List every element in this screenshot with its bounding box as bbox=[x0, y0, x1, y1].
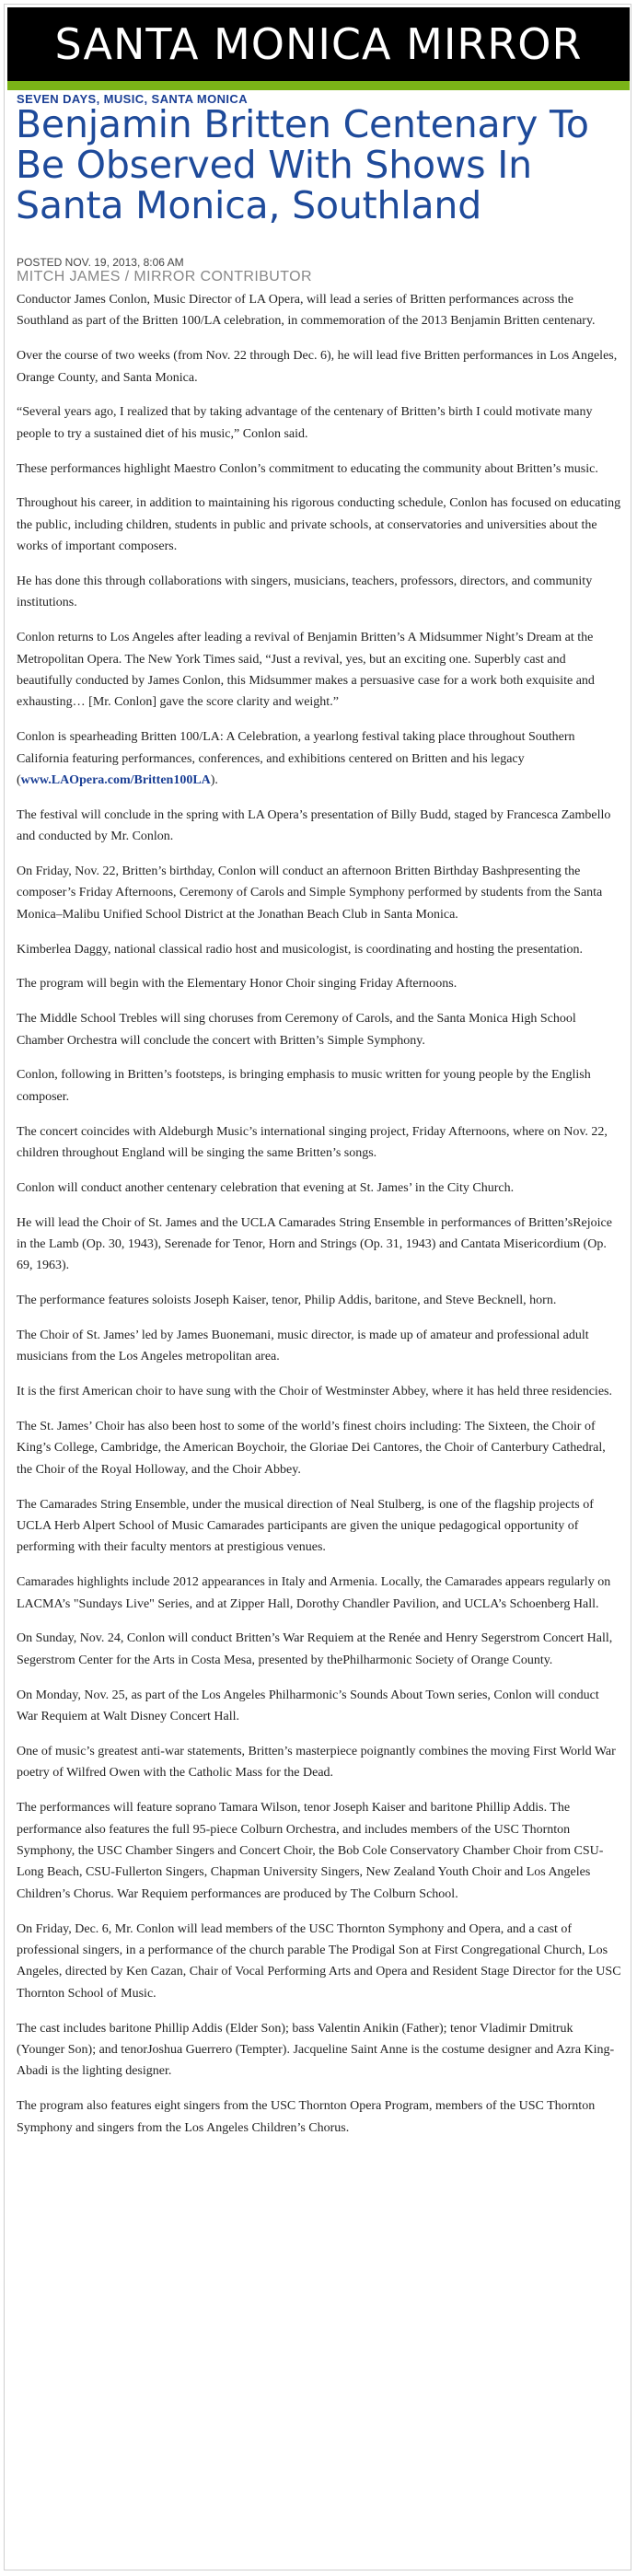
paragraph: The Middle School Trebles will sing choruses from Ceremony of Carols, and the Santa Monica High School Chamber Orchestra will conclude the concert with Britten’s Simple Symphony. bbox=[17, 1012, 576, 1048]
paragraph: Conlon returns to Los Angeles after leading a revival of Benjamin Britten’s A Midsummer Night’s Dream at the Metropolitan Opera. The New York Times said, “Just a revival, yes, but an exciting one. Superbly cast and beautifully conducted by James Conlon, this Midsummer makes a persuasive case for a work both exquisite and exhausting… [Mr. Conlon] gave the score clarity and weight.” bbox=[17, 631, 595, 710]
paragraph: The program will begin with the Elementary Honor Choir singing Friday Afternoons. bbox=[17, 977, 457, 992]
site-masthead[interactable] bbox=[7, 7, 630, 81]
paragraph: He has done this through collaborations with singers, musicians, teachers, professors, directors, and community institutions. bbox=[17, 574, 593, 610]
paragraph: The St. James’ Choir has also been host to some of the world’s finest choirs including: The Sixteen, the Choir of King’s College, Cambridge, the American Boychoir, the Gloriae Dei Cantores, the Choir of Canterbury Cathedral, the Choir of the Royal Holloway, and the Choir Abbey. bbox=[17, 1420, 606, 1477]
britten100la-link[interactable]: www.LAOpera.com/Britten100LA bbox=[20, 773, 211, 788]
paragraph: It is the first American choir to have sung with the Choir of Westminster Abbey, where it has held three residencies. bbox=[17, 1385, 612, 1399]
article-body bbox=[17, 289, 622, 2152]
paragraph-with-link bbox=[17, 726, 622, 791]
paragraph: Over the course of two weeks (from Nov. 22 through Dec. 6), he will lead five Britten performances in Los Angeles, Orange County, and Santa Monica. bbox=[17, 349, 618, 385]
link-trail-text: ). bbox=[210, 773, 218, 788]
paragraph: The program also features eight singers from the USC Thornton Opera Program, members of the USC Thornton Symphony and singers from the Los Angeles Children’s Chorus. bbox=[17, 2099, 596, 2135]
paragraph: On Friday, Dec. 6, Mr. Conlon will lead members of the USC Thornton Symphony and Opera, and a cast of professional singers, in a performance of the church parable The Prodigal Son at First Congregational Church, Los Angeles, directed by Ken Cazan, Chair of Vocal Performing Arts and Opera and Resident Stage Director for the USC Thornton School of Music. bbox=[17, 1921, 621, 2001]
paragraph: One of music’s greatest anti-war statements, Britten’s masterpiece poignantly combines the moving First World War poetry of Wilfred Owen with the Catholic Mass for the Dead. bbox=[17, 1744, 616, 1781]
masthead-accent-bar bbox=[7, 81, 630, 90]
paragraph: The festival will conclude in the spring with LA Opera’s presentation of Billy Budd, staged by Francesca Zambello and conducted by Mr. Conlon. bbox=[17, 807, 611, 844]
paragraph: The performances will feature soprano Tamara Wilson, tenor Joseph Kaiser and baritone Phillip Addis. The performance also features the full 95-piece Colburn Orchestra, and includes members of the USC Thornton Symphony, the USC Chamber Singers and Concert Choir, the Bob Cole Conservatory Chamber Choir from CSU-Long Beach, CSU-Fullerton Singers, Chapman University Singers, New Zealand Youth Choir and Los Angeles Children’s Chorus. War Requiem performances are produced by The Colburn School. bbox=[17, 1801, 604, 1901]
site-title[interactable]: SANTA MONICA MIRROR bbox=[54, 19, 583, 69]
paragraph: These performances highlight Maestro Conlon’s commitment to educating the community about Britten’s music. bbox=[17, 461, 598, 476]
article-headline: Benjamin Britten Centenary To Be Observed With Shows In Santa Monica, Southland bbox=[16, 102, 589, 227]
category-links[interactable]: SEVEN DAYS, MUSIC, SANTA MONICA bbox=[17, 92, 249, 106]
paragraph: Conductor James Conlon, Music Director of LA Opera, will lead a series of Britten performances across the Southland as part of the Britten 100/LA celebration, in commemoration of the 2013 Benjamin Britten centenary. bbox=[17, 293, 596, 329]
post-date: POSTED NOV. 19, 2013, 8:06 AM bbox=[17, 256, 184, 269]
paragraph: Throughout his career, in addition to maintaining his rigorous conducting schedule, Conlon has focused on educating the public, including children, students in public and private schools, at conservatories and universities about the works of important composers. bbox=[17, 496, 621, 554]
paragraph: Kimberlea Daggy, national classical radio host and musicologist, is coordinating and hosting the presentation. bbox=[17, 942, 583, 957]
paragraph: The cast includes baritone Phillip Addis (Elder Son); bass Valentin Anikin (Father); tenor Vladimir Dmitruk (Younger Son); and tenorJoshua Guerrero (Tempter). Jacqueline Saint Anne is the costume designer and Azra King-Abadi is the lighting designer. bbox=[17, 2021, 615, 2079]
paragraph: “Several years ago, I realized that by taking advantage of the centenary of Britten’s birth I could motivate many people to try a sustained diet of his music,” Conlon said. bbox=[17, 405, 593, 441]
paragraph: The performance features soloists Joseph Kaiser, tenor, Philip Addis, baritone, and Steve Becknell, horn. bbox=[17, 1294, 557, 1308]
paragraph: He will lead the Choir of St. James and the UCLA Camarades String Ensemble in performances of Britten’sRejoice in the Lamb (Op. 30, 1943), Serenade for Tenor, Horn and Strings (Op. 31, 1943) and Cantata Misericordium (Op. 69, 1963). bbox=[17, 1215, 612, 1273]
paragraph: The Choir of St. James’ led by James Buonemani, music director, is made up of amateur and professional adult musicians from the Los Angeles metropolitan area. bbox=[17, 1329, 589, 1364]
paragraph: The Camarades String Ensemble, under the musical direction of Neal Stulberg, is one of the flagship projects of UCLA Herb Alpert School of Music Camarades participants are given the unique pedagogical opportunity of performing with their faculty mentors at prestigious venues. bbox=[17, 1497, 594, 1555]
paragraph: On Friday, Nov. 22, Britten’s birthday, Conlon will conduct an afternoon Britten Birthday Bashpresenting the composer’s Friday Afternoons, Ceremony of Carols and Simple Symphony performed by students from the Santa Monica–Malibu Unified School District at the Jonathan Beach Club in Santa Monica. bbox=[17, 864, 603, 922]
author-byline: MITCH JAMES / MIRROR CONTRIBUTOR bbox=[17, 269, 312, 284]
paragraph: Conlon, following in Britten’s footsteps, is bringing emphasis to music written for young people by the English composer. bbox=[17, 1068, 591, 1104]
paragraph: Conlon will conduct another centenary celebration that evening at St. James’ in the City Church. bbox=[17, 1180, 515, 1195]
link-lead-text: Conlon is spearheading Britten 100/LA: A Celebration, a yearlong festival taking place throughout Southern California featuring performances, conferences, and exhibitions centered on Britten and his legacy ( bbox=[17, 730, 575, 788]
paragraph: Camarades highlights include 2012 appearances in Italy and Armenia. Locally, the Camarades appears regularly on LACMA’s "Sundays Live" Series, and at Zipper Hall, Dorothy Chandler Pavilion, and UCLA’s Schoenberg Hall. bbox=[17, 1575, 611, 1611]
paragraph: On Sunday, Nov. 24, Conlon will conduct Britten’s War Requiem at the Renée and Henry Segerstrom Concert Hall, Segerstrom Center for the Arts in Costa Mesa, presented by thePhilharmonic Society of Orange County. bbox=[17, 1631, 613, 1667]
paragraph: The concert coincides with Aldeburgh Music’s international singing project, Friday Afternoons, where on Nov. 22, children throughout England will be singing the same Britten’s songs. bbox=[17, 1124, 608, 1161]
paragraph: On Monday, Nov. 25, as part of the Los Angeles Philharmonic’s Sounds About Town series, Conlon will conduct War Requiem at Walt Disney Concert Hall. bbox=[17, 1688, 599, 1724]
